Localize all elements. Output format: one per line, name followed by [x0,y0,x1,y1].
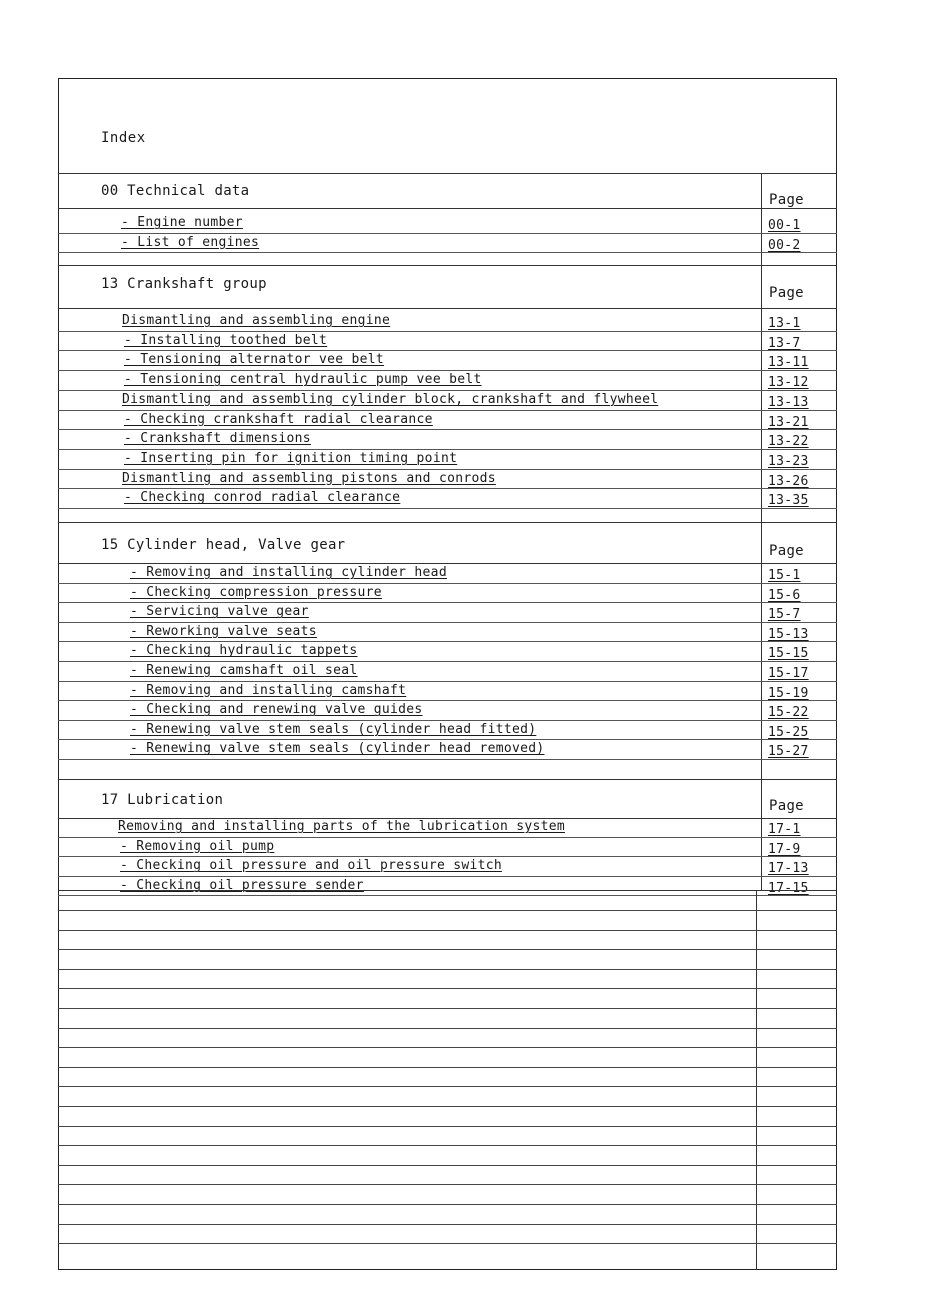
entry-page-number[interactable]: 13-23 [768,453,809,469]
row-rule [58,720,837,721]
section-bottom-rule [58,779,837,780]
index-entry[interactable]: - Inserting pin for ignition timing point [124,450,458,466]
index-entry[interactable]: Dismantling and assembling pistons and conrods [122,470,496,486]
index-entry[interactable]: - Tensioning alternator vee belt [124,352,385,368]
row-rule [58,469,837,470]
row-rule [58,876,837,877]
entry-page-number[interactable]: 13-21 [768,414,809,430]
title-divider [58,173,837,174]
section-heading: 17 Lubrication [101,792,224,808]
entry-page-number[interactable]: 17-9 [768,841,801,857]
entry-page-number[interactable]: 00-1 [768,218,801,233]
index-entry[interactable]: - Installing toothed belt [124,332,328,348]
page-column-label: Page [769,798,804,814]
empty-row-rule [58,988,837,989]
entry-page-number[interactable]: 15-6 [768,587,801,603]
row-rule [58,390,837,391]
row-rule [58,622,837,623]
entry-page-number[interactable]: 13-7 [768,335,801,351]
section-bottom-rule [58,265,837,266]
empty-row-rule [58,1028,837,1029]
empty-row-rule [58,1243,837,1244]
empty-row-rule [58,1067,837,1068]
index-entry[interactable]: Dismantling and assembling cylinder block, crankshaft and flywheel [122,391,659,407]
section-heading: 15 Cylinder head, Valve gear [101,537,346,553]
row-rule [58,252,837,253]
page-column-divider [756,890,757,1270]
empty-row-rule [58,910,837,911]
index-entry[interactable]: - List of engines [121,234,260,250]
index-entry[interactable]: - Checking conrod radial clearance [124,490,401,506]
page-column-divider [761,522,762,779]
entry-page-number[interactable]: 15-1 [768,568,801,583]
empty-row-rule [58,1184,837,1185]
row-rule [58,583,837,584]
empty-row-rule [58,949,837,950]
row-rule [58,895,837,896]
entry-page-number[interactable]: 13-22 [768,434,809,450]
row-rule [58,429,837,430]
page-column-label: Page [769,543,804,559]
entry-page-number[interactable]: 15-19 [768,685,809,701]
section-divider [58,563,837,564]
index-entry[interactable]: - Renewing camshaft oil seal [130,663,358,678]
entry-page-number[interactable]: 15-27 [768,744,809,760]
page-column-label: Page [769,285,804,301]
empty-row-rule [58,930,837,931]
section-divider [58,208,837,209]
entry-page-number[interactable]: 13-11 [768,355,809,371]
index-entry[interactable]: - Engine number [121,215,243,230]
entry-page-number[interactable]: 15-13 [768,626,809,642]
section-bottom-rule [58,522,837,523]
index-entry[interactable]: - Checking oil pressure and oil pressure switch [120,858,502,874]
entry-page-number[interactable]: 17-15 [768,880,809,896]
index-entry[interactable]: - Crankshaft dimensions [124,431,311,447]
empty-row-rule [58,1126,837,1127]
empty-row-rule [58,969,837,970]
entry-page-number[interactable]: 13-35 [768,493,809,509]
index-entry[interactable]: - Reworking valve seats [130,623,317,639]
index-entry[interactable]: - Renewing valve stem seals (cylinder head removed) [130,741,545,757]
section-bottom-rule [58,890,837,891]
row-rule [58,370,837,371]
index-title: Index [101,130,146,146]
entry-page-number[interactable]: 15-7 [768,607,801,623]
index-entry[interactable]: - Checking hydraulic tappets [130,643,358,659]
index-entry[interactable]: - Servicing valve gear [130,604,309,620]
index-entry[interactable]: Removing and installing parts of the lubrication system [118,819,565,834]
row-rule [58,350,837,351]
row-rule [58,449,837,450]
page-column-divider [761,265,762,522]
entry-page-number[interactable]: 17-13 [768,861,809,877]
empty-row-rule [58,1145,837,1146]
index-entry[interactable]: - Checking compression pressure [130,584,382,600]
row-rule [58,837,837,838]
empty-row-rule [58,1224,837,1225]
empty-row-rule [58,1086,837,1087]
entry-page-number[interactable]: 15-22 [768,705,809,721]
entry-page-number[interactable]: 13-12 [768,375,809,391]
empty-row-rule [58,1204,837,1205]
entry-page-number[interactable]: 13-13 [768,394,809,410]
row-rule [58,739,837,740]
page-column-divider [761,779,762,890]
row-rule [58,410,837,411]
entry-page-number[interactable]: 15-15 [768,646,809,662]
section-divider [58,308,837,309]
entry-page-number[interactable]: 15-17 [768,666,809,681]
empty-row-rule [58,1106,837,1107]
page-column-label: Page [769,192,804,208]
row-rule [58,641,837,642]
index-entry[interactable]: Dismantling and assembling engine [122,313,391,328]
entry-page-number[interactable]: 13-26 [768,473,809,489]
index-entry[interactable]: - Removing and installing camshaft [130,682,407,698]
index-entry[interactable]: - Removing and installing cylinder head [130,565,447,580]
empty-row-rule [58,1008,837,1009]
section-heading: 13 Crankshaft group [101,276,267,292]
index-entry[interactable]: - Removing oil pump [120,838,275,854]
section-heading: 00 Technical data [101,183,250,199]
row-rule [58,856,837,857]
row-rule [58,700,837,701]
row-rule [58,681,837,682]
empty-row-rule [58,1165,837,1166]
row-rule [58,233,837,234]
entry-page-number[interactable]: 15-25 [768,724,809,740]
index-entry[interactable]: - Renewing valve stem seals (cylinder head fitted) [130,721,537,737]
row-rule [58,661,837,662]
row-rule [58,602,837,603]
row-rule [58,508,837,509]
row-rule [58,488,837,489]
index-entry[interactable]: - Checking crankshaft radial clearance [124,411,433,427]
row-rule [58,331,837,332]
entry-page-number[interactable]: 17-1 [768,822,801,837]
row-rule [58,759,837,760]
entry-page-number[interactable]: 00-2 [768,237,801,253]
empty-row-rule [58,1047,837,1048]
index-entry[interactable]: - Tensioning central hydraulic pump vee belt [124,372,482,388]
index-entry[interactable]: - Checking and renewing valve guides [130,702,423,718]
entry-page-number[interactable]: 13-1 [768,316,801,331]
index-entry[interactable]: - Checking oil pressure sender [120,877,364,893]
